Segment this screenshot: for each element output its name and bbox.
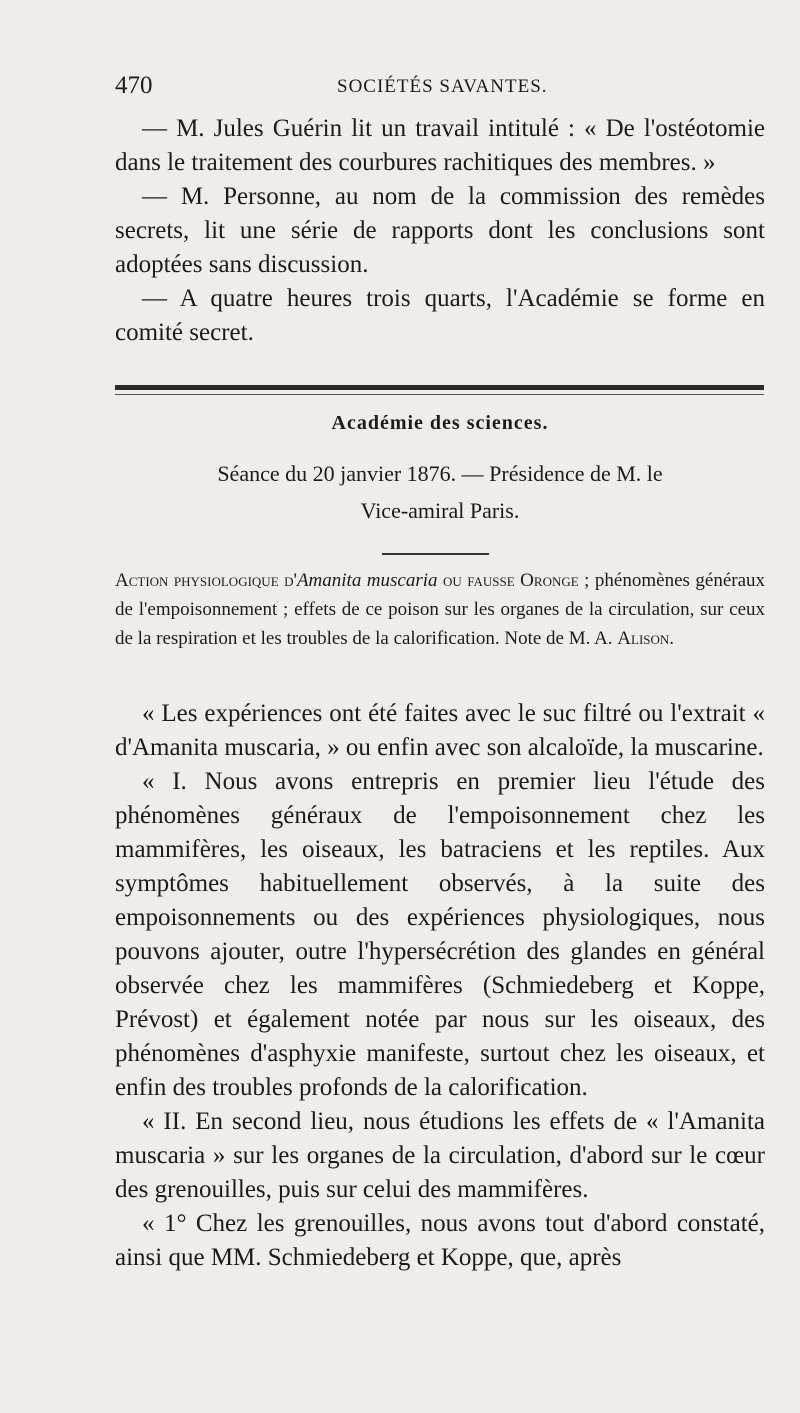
paragraph-grenouilles: « 1° Chez les grenouilles, nous avons tout d'abord constaté, ainsi que MM. Schmiedeberg et Koppe, que, après [115, 1210, 765, 1271]
top-text-block [115, 112, 765, 350]
short-divider [382, 553, 489, 555]
paragraph-section-1: « I. Nous avons entrepris en premier lieu l'étude des phénomènes généraux de l'empoisonnement chez les mammifères, les oiseaux, les batraciens et les reptiles. Aux symptômes habituellement observés, à la suite des empoisonnements ou des expériences physiologiques, nous pouvons ajouter, outre l'hypersécrétion des glandes en général observée chez les mammifères (Schmiedeberg et Koppe, Prévost) et également notée par nous sur les oiseaux, des phénomènes d'asphyxie manifeste, surtout chez les oiseaux, et enfin des troubles profonds de la calorification. [115, 768, 765, 1101]
paragraph-personne: — M. Personne, au nom de la commission des remèdes secrets, lit une série de rapports dont les conclusions sont adoptées sans discussion. [115, 183, 765, 278]
note-author: Alison [617, 628, 670, 649]
page-header [115, 72, 765, 108]
running-head: SOCIÉTÉS SAVANTES. [337, 76, 548, 97]
body-text-block [115, 697, 765, 1275]
paragraph-guerin: — M. Jules Guérin lit un travail intitulé : « De l'ostéotomie dans le traitement des courbures rachitiques des membres. » [115, 115, 765, 176]
paragraph-section-2: « II. En second lieu, nous étudions les effets de « l'Amanita muscaria » sur les organes de la circulation, d'abord sur le cœur des grenouilles, puis sur celui des mammifères. [115, 1108, 765, 1203]
page-number: 470 [115, 72, 153, 99]
seance-heading [115, 455, 765, 529]
note-abstract [115, 566, 765, 653]
seance-line-1: Séance du 20 janvier 1876. — Présidence de M. le [217, 461, 663, 486]
note-end: . [669, 628, 675, 649]
note-species: Amanita muscaria [296, 570, 438, 591]
seance-line-2: Vice-amiral Paris. [360, 498, 520, 523]
note-lead-2: ou fausse Oronge ; [437, 570, 590, 591]
section-title: Académie des sciences. [331, 412, 549, 434]
note-summary: phénomènes généraux de l'empoisonnement ; effets de ce poison sur les organes de la circulation, sur ceux de la respiration et les troubles de la calorification. Note de M. A. [115, 570, 766, 649]
section-divider-thick [115, 385, 764, 390]
paragraph-experiences: « Les expériences ont été faites avec le suc filtré ou l'extrait « d'Amanita muscaria, » ou enfin avec son alcaloïde, la muscarine. [115, 700, 765, 761]
section-divider-thin [115, 394, 764, 395]
paragraph-comite-secret: — A quatre heures trois quarts, l'Académie se forme en comité secret. [115, 285, 765, 346]
note-lead: Action physiologique d' [115, 570, 297, 591]
